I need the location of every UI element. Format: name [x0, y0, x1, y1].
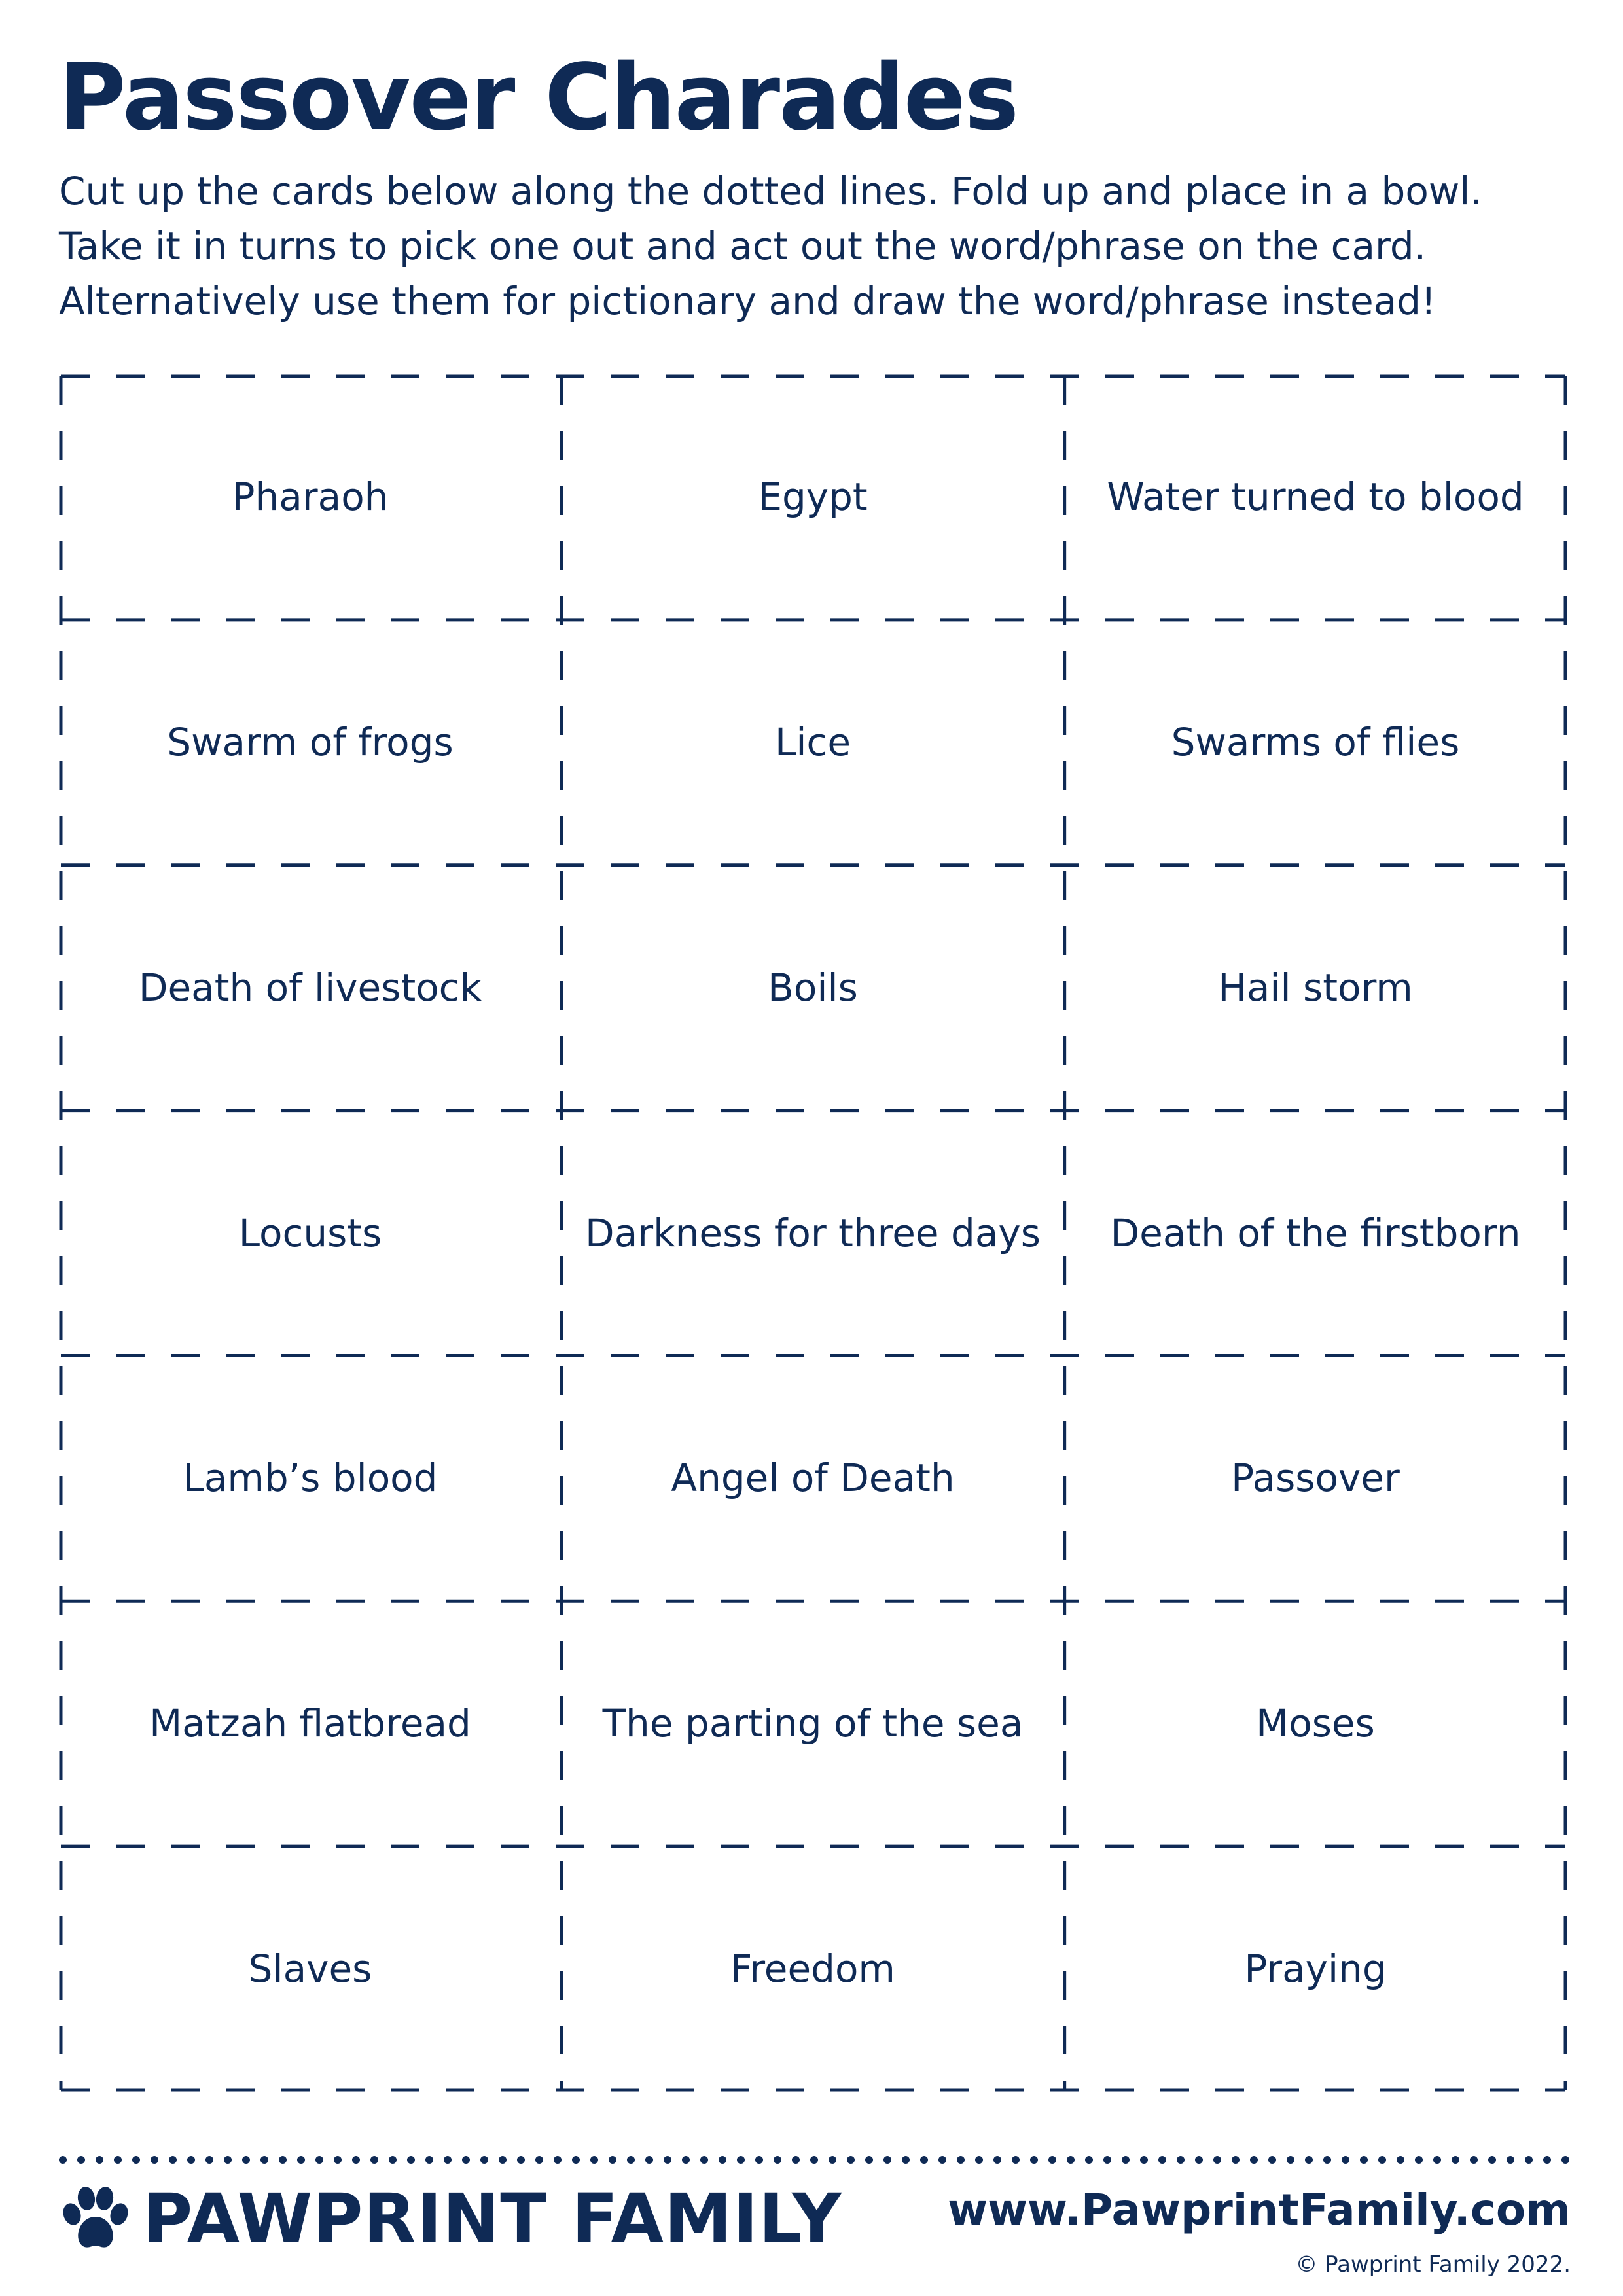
- card-darkness-for-three-days: Darkness for three days: [585, 1211, 1041, 1255]
- card-matzah-flatbread: Matzah flatbread: [149, 1701, 471, 1746]
- copyright-notice: © Pawprint Family 2022.: [1295, 2251, 1571, 2278]
- page-title: Passover Charades: [59, 45, 1018, 151]
- card-slaves: Slaves: [248, 1946, 372, 1991]
- card-egypt: Egypt: [758, 475, 868, 519]
- card-swarms-of-flies: Swarms of flies: [1171, 720, 1460, 764]
- card-swarm-of-frogs: Swarm of frogs: [167, 720, 454, 764]
- website-url[interactable]: www.PawprintFamily.com: [948, 2185, 1571, 2235]
- card-water-turned-to-blood: Water turned to blood: [1107, 475, 1524, 519]
- instruction-line: Take it in turns to pick one out and act out the word/phrase on the card.: [59, 224, 1427, 268]
- paw-print-icon: [59, 2183, 131, 2255]
- card-praying: Praying: [1244, 1946, 1387, 1991]
- card-lambs-blood: Lamb’s blood: [183, 1456, 438, 1500]
- brand-logo: [59, 2179, 842, 2258]
- brand-name: PAWPRINT FAMILY: [143, 2179, 842, 2259]
- dotted-divider: [59, 2153, 1571, 2166]
- instruction-line: Cut up the cards below along the dotted lines. Fold up and place in a bowl.: [59, 169, 1482, 213]
- card-boils: Boils: [768, 965, 858, 1010]
- card-pharaoh: Pharaoh: [232, 475, 389, 519]
- instructions: [59, 164, 1577, 329]
- card-locusts: Locusts: [238, 1211, 382, 1255]
- card-death-of-livestock: Death of livestock: [138, 965, 482, 1010]
- card-the-parting-of-the-sea: The parting of the sea: [602, 1701, 1024, 1746]
- card-passover: Passover: [1231, 1456, 1400, 1500]
- card-death-of-the-firstborn: Death of the firstborn: [1110, 1211, 1521, 1255]
- card-lice: Lice: [775, 720, 851, 764]
- charades-card-grid: [59, 374, 1567, 2092]
- card-angel-of-death: Angel of Death: [671, 1456, 955, 1500]
- instruction-line: Alternatively use them for pictionary and draw the word/phrase instead!: [59, 279, 1436, 323]
- card-freedom: Freedom: [730, 1946, 895, 1991]
- card-hail-storm: Hail storm: [1218, 965, 1413, 1010]
- card-moses: Moses: [1256, 1701, 1375, 1746]
